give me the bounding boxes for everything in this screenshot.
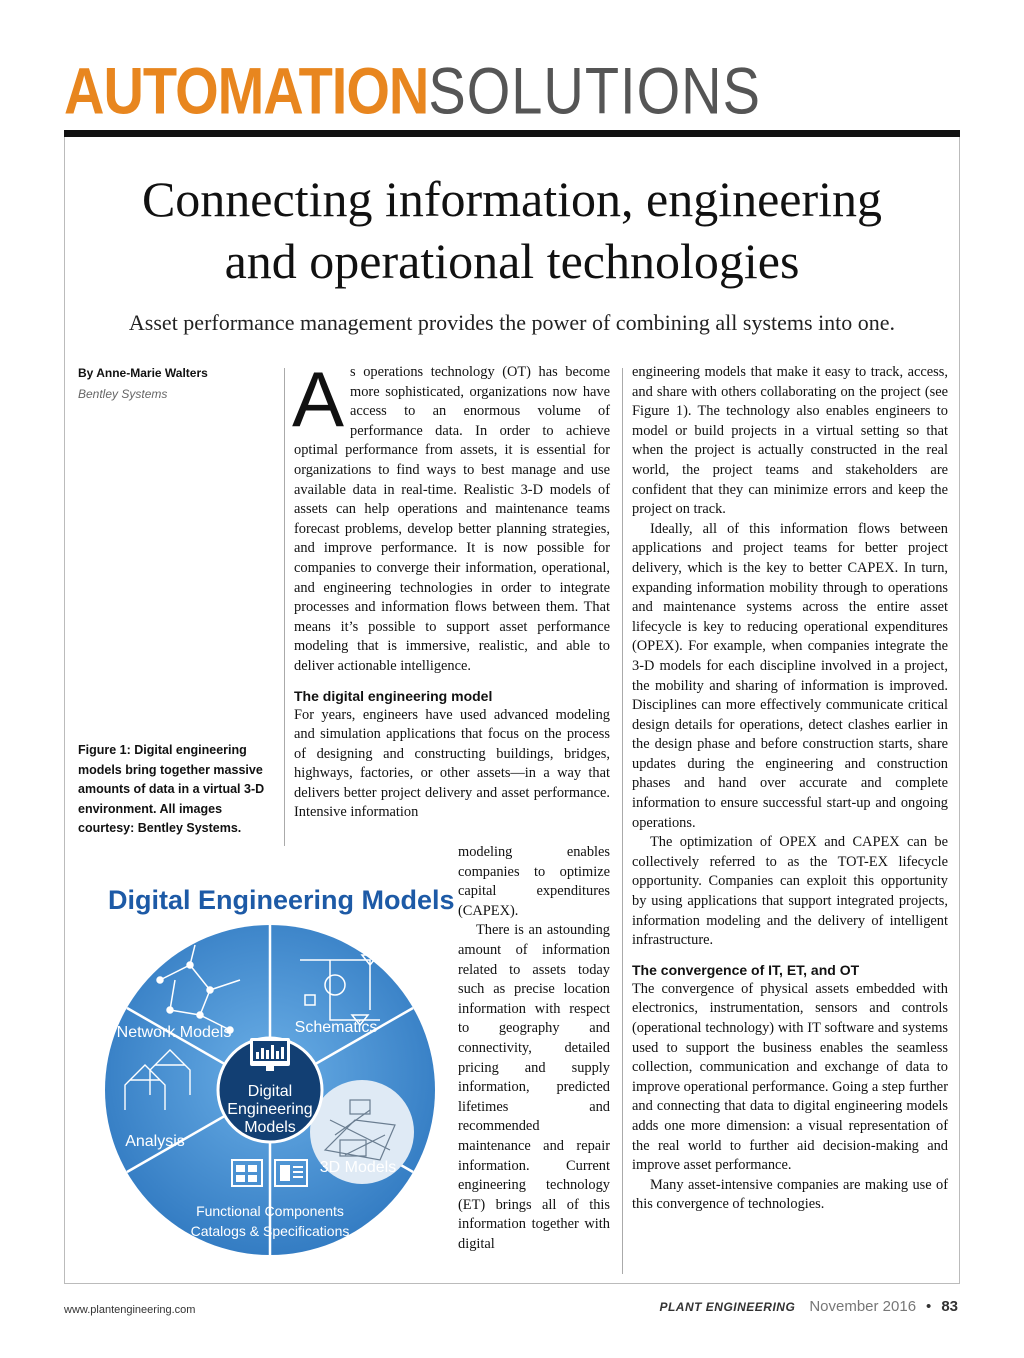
masthead-automation: AUTOMATION	[64, 53, 429, 128]
masthead-solutions: SOLUTIONS	[428, 53, 761, 128]
paragraph: Many asset-intensive companies are making use of this convergence of technologies.	[632, 1176, 948, 1213]
byline-affiliation: Bentley Systems	[78, 387, 168, 401]
paragraph: engineering models that make it easy to track, access, and share with others collaborating on the project (see Figure 1). The technology also enables engineers to model or build projects in a virtual setting so that when the project is actually constructed in the real world, the project teams and stakeholders are confident that they can minimize errors and keep the project on track.	[632, 364, 948, 518]
dropcap: A	[292, 355, 345, 443]
digital-engineering-wheel	[100, 920, 440, 1260]
section-heading: The digital engineering model	[294, 687, 493, 704]
paragraph: The convergence of physical assets embedded with electronics, instrumentation, sensors and controls (operational technology) with IT software and systems used to support the business enables the seamless collection, communication and exchange of data to improve operational performance. Going a step further and connecting that data to digital engineering models adds one more dimension: a visual representation of the real world to further aid decision-making and improve asset performance.	[632, 980, 948, 1174]
column-divider	[622, 368, 623, 1274]
footer-separator: •	[926, 1298, 932, 1315]
segment-label-network-models: Network Models	[116, 1024, 232, 1041]
footer-folio	[659, 1298, 958, 1315]
page-number: 83	[941, 1298, 958, 1315]
paragraph: Ideally, all of this information flows between applications and project teams for better project delivery, which is the key to better CAPEX. In turn, expanding information mobility through to operations and maintenance systems across the entire asset lifecycle is key to reducing operational expenditures (OPEX). For example, when companies integrate the 3-D models for each discipline involved in a project, the mobility and sharing of information is improved. Disciplines can more effectively communicate critical design details for operations, detect clashes earlier in the design phase and before construction starts, share updates during the engineering and construction phases and hand over accurate and complete information to ensure successful start-up and ongoing operations.	[632, 520, 948, 831]
masthead-rule	[64, 130, 960, 137]
segment-label-functional-components: Functional Components	[196, 1203, 344, 1219]
masthead	[64, 52, 761, 132]
article-column-2	[458, 843, 610, 1254]
segment-label-3d-models: 3D Models	[319, 1159, 397, 1176]
footer-magazine: PLANT ENGINEERING	[659, 1300, 796, 1314]
paragraph-text: s operations technology (OT) has become more sophisticated, organizations now have access to an enormous volume of performance data. In order to achieve optimal performance from assets, it is essential for organizations to find ways to best manage and use available data in real-time. Realistic 3-D models of assets can help operations and maintenance teams forecast problems, develop better planning strategies, and improve performance. It is now possible for companies to converge their information, operational, and engineering technologies in order to integrate processes and information flows between them. That means it’s possible to support asset performance modeling that is immersive, realistic, and able to deliver actionable intelligence.	[294, 364, 610, 674]
headline	[64, 168, 960, 292]
hub-label-line2: Engineering	[227, 1101, 313, 1118]
article-column-3	[632, 363, 948, 1215]
paragraph: For years, engineers have used advanced modeling and simulation applications that focus on the process of designing and constructing buildings, bridges, highways, factories, or other assets—in a way that delivers better project delivery and asset performance. Intensive information	[294, 706, 610, 821]
hub-label-line3: Models	[244, 1119, 296, 1136]
headline-line2: and operational technologies	[224, 233, 800, 289]
section-heading: The convergence of IT, ET, and OT	[632, 961, 860, 978]
headline-line1: Connecting information, engineering	[141, 171, 883, 227]
paragraph: The optimization of OPEX and CAPEX can be collectively referred to as the TOT-EX lifecycle opportunity. Companies can exploit this opportunity by using applications that support integrated projects, information modeling and the delivery of intelligent infrastructure.	[632, 834, 948, 949]
deck: Asset performance management provides the power of combining all systems into one.	[128, 310, 896, 335]
figure-caption: Figure 1: Digital engineering models bring together massive amounts of data in a virtual 3-D environment. All images courtesy: Bentley Systems.	[78, 743, 265, 835]
footer-date: November 2016	[809, 1298, 917, 1315]
article-column-1	[292, 355, 610, 823]
paragraph: There is an astounding amount of information related to assets today such as precise location information with respect to geography and connectivity, detailed pricing and supply information, predicted lifetimes and recommended maintenance and repair information. Current engineering technology (ET) brings all of this information together with digital	[458, 922, 610, 1252]
column-divider	[284, 368, 285, 846]
footer-url: www.plantengineering.com	[64, 1304, 196, 1316]
paragraph: modeling enables companies to optimize capital expenditures (CAPEX).	[458, 844, 610, 919]
paragraph	[292, 355, 610, 677]
segment-label-catalogs: Catalogs & Specifications	[190, 1223, 350, 1239]
figure-title: Digital Engineering Models	[108, 885, 455, 915]
segment-label-analysis: Analysis	[125, 1133, 185, 1150]
segment-label-schematics: Schematics	[294, 1019, 378, 1036]
hub-label-line1: Digital	[247, 1083, 293, 1100]
byline-author: By Anne-Marie Walters	[78, 366, 208, 380]
